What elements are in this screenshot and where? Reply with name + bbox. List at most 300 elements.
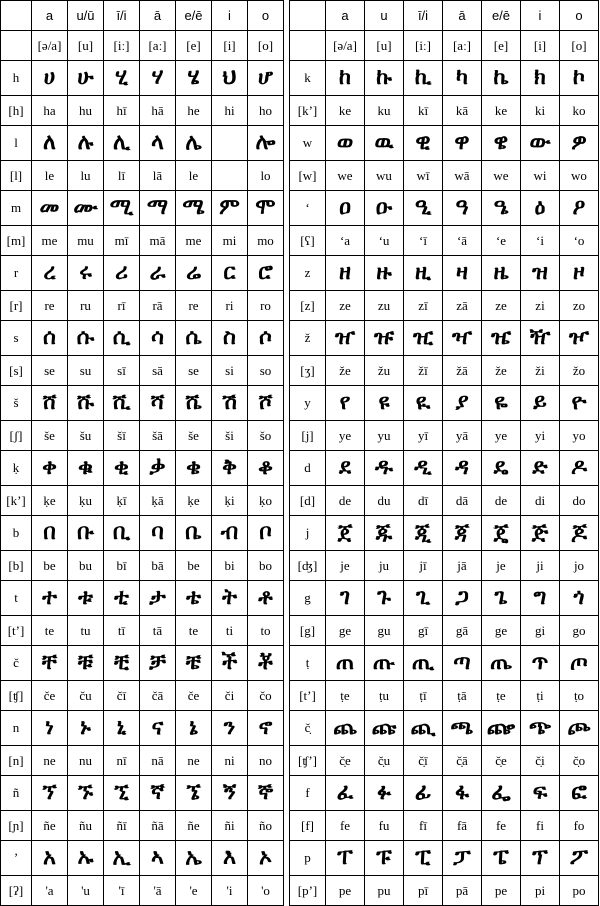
consonant-ipa: [l] — [1, 161, 32, 191]
syllable-transliteration: č̣e — [326, 746, 365, 776]
syllable-transliteration: hi — [212, 96, 248, 126]
syllable-glyph: ሞ — [248, 191, 284, 226]
syllable-row-glyphs — [290, 711, 599, 746]
syllable-row-translit — [290, 291, 599, 321]
syllable-glyph: ቀ — [32, 451, 68, 486]
syllable-row-translit — [290, 681, 599, 711]
syllable-glyph: ሻ — [140, 386, 176, 421]
syllable-transliteration: we — [326, 161, 365, 191]
ipa-header-1: [u] — [68, 31, 104, 61]
syllable-transliteration: tu — [68, 616, 104, 646]
syllable-glyph: ች — [212, 646, 248, 681]
right-table-body — [290, 1, 599, 906]
syllable-transliteration: jo — [560, 551, 599, 581]
syllable-glyph: ጪ — [404, 711, 443, 746]
syllable-glyph: ዕ — [521, 191, 560, 226]
syllable-transliteration: bi — [212, 551, 248, 581]
order-header-0: a — [32, 1, 68, 31]
syllable-transliteration: yī — [404, 421, 443, 451]
syllable-transliteration: ‘o — [560, 226, 599, 256]
syllable-row-translit — [1, 811, 284, 841]
syllable-transliteration: ṭā — [443, 681, 482, 711]
syllable-transliteration: ‘e — [482, 226, 521, 256]
syllable-glyph: ሩ — [68, 256, 104, 291]
syllable-transliteration: ṭī — [404, 681, 443, 711]
syllable-row-glyphs — [1, 711, 284, 746]
syllable-glyph: ሆ — [248, 61, 284, 96]
syllable-transliteration: lī — [104, 161, 140, 191]
syllable-glyph: ሬ — [176, 256, 212, 291]
syllable-transliteration: zā — [443, 291, 482, 321]
syllable-row-translit — [1, 486, 284, 516]
consonant-ipa: [ɲ] — [1, 811, 32, 841]
syllable-transliteration: že — [482, 356, 521, 386]
consonant-ipa: [t’] — [290, 681, 326, 711]
syllable-glyph: ዳ — [443, 451, 482, 486]
syllable-row-glyphs — [1, 776, 284, 811]
syllable-transliteration: gi — [521, 616, 560, 646]
consonant-ipa: [ʕ] — [290, 226, 326, 256]
syllable-transliteration: po — [560, 876, 599, 906]
corner-cell — [1, 31, 32, 61]
syllable-row-translit — [290, 616, 599, 646]
consonant-ipa: [t’] — [1, 616, 32, 646]
syllable-glyph: ዪ — [404, 386, 443, 421]
ipa-header-3: [aː] — [443, 31, 482, 61]
syllable-glyph: ሾ — [248, 386, 284, 421]
syllable-transliteration: dī — [404, 486, 443, 516]
syllable-transliteration: ge — [482, 616, 521, 646]
syllable-row-translit — [290, 226, 599, 256]
syllable-glyph: ዎ — [560, 126, 599, 161]
order-header-0: a — [326, 1, 365, 31]
syllable-glyph: ህ — [212, 61, 248, 96]
syllable-glyph: ጋ — [443, 581, 482, 616]
syllable-glyph: ዋ — [443, 126, 482, 161]
order-header-1: u — [365, 1, 404, 31]
syllable-glyph: ሽ — [212, 386, 248, 421]
syllable-transliteration: 'i — [212, 876, 248, 906]
header-row-orders — [290, 1, 599, 31]
syllable-glyph: ሜ — [176, 191, 212, 226]
syllable-glyph: ባ — [140, 516, 176, 551]
syllable-transliteration: ču — [68, 681, 104, 711]
syllable-glyph: ቺ — [104, 646, 140, 681]
syllable-transliteration: su — [68, 356, 104, 386]
consonant-ipa: [k’] — [1, 486, 32, 516]
syllable-glyph: ቦ — [248, 516, 284, 551]
syllable-row-glyphs — [290, 126, 599, 161]
syllable-transliteration: go — [560, 616, 599, 646]
corner-cell — [290, 31, 326, 61]
consonant-letter: z — [290, 256, 326, 291]
syllable-glyph: ዲ — [404, 451, 443, 486]
corner-cell — [1, 1, 32, 31]
syllable-transliteration: du — [365, 486, 404, 516]
syllable-transliteration: ro — [248, 291, 284, 321]
consonant-ipa: [z] — [290, 291, 326, 321]
consonant-ipa: [k’] — [290, 96, 326, 126]
syllable-glyph: ቢ — [104, 516, 140, 551]
syllable-transliteration: ‘a — [326, 226, 365, 256]
syllable-transliteration: rā — [140, 291, 176, 321]
syllable-row-glyphs — [1, 61, 284, 96]
syllable-transliteration: čā — [140, 681, 176, 711]
syllable-transliteration: žu — [365, 356, 404, 386]
order-header-6: o — [248, 1, 284, 31]
syllable-glyph: ሃ — [140, 61, 176, 96]
syllable-transliteration: ñu — [68, 811, 104, 841]
syllable-transliteration: nā — [140, 746, 176, 776]
syllable-transliteration: se — [32, 356, 68, 386]
order-header-5: i — [212, 1, 248, 31]
syllable-glyph: ዢ — [404, 321, 443, 356]
syllable-row-glyphs — [290, 191, 599, 226]
syllable-glyph: ፌ — [482, 776, 521, 811]
syllable-glyph: ዝ — [521, 256, 560, 291]
syllable-transliteration: yi — [521, 421, 560, 451]
syllable-transliteration: fe — [482, 811, 521, 841]
syllable-transliteration: ke — [482, 96, 521, 126]
syllable-transliteration: ñe — [176, 811, 212, 841]
syllable-transliteration: še — [176, 421, 212, 451]
syllable-transliteration: re — [32, 291, 68, 321]
syllable-glyph: ጡ — [365, 646, 404, 681]
syllable-glyph: መ — [32, 191, 68, 226]
syllable-transliteration: zi — [521, 291, 560, 321]
header-row-ipa — [290, 31, 599, 61]
syllable-transliteration: yu — [365, 421, 404, 451]
syllable-glyph: ዉ — [365, 126, 404, 161]
consonant-ipa: [g] — [290, 616, 326, 646]
syllable-row-translit — [290, 746, 599, 776]
consonant-letter: p — [290, 841, 326, 876]
syllable-glyph: ፕ — [521, 841, 560, 876]
syllable-transliteration: či — [212, 681, 248, 711]
syllable-transliteration: še — [32, 421, 68, 451]
consonant-letter: b — [1, 516, 32, 551]
syllable-transliteration: jā — [443, 551, 482, 581]
syllable-glyph: ፐ — [326, 841, 365, 876]
syllable-glyph: ሂ — [104, 61, 140, 96]
consonant-ipa: [r] — [1, 291, 32, 321]
syllable-glyph: ዩ — [365, 386, 404, 421]
syllable-transliteration: pe — [326, 876, 365, 906]
syllable-transliteration: žā — [443, 356, 482, 386]
syllable-transliteration: šī — [104, 421, 140, 451]
syllable-transliteration: mī — [104, 226, 140, 256]
syllable-transliteration: čo — [248, 681, 284, 711]
syllable-glyph: ቹ — [68, 646, 104, 681]
syllable-glyph: ዖ — [560, 191, 599, 226]
syllable-glyph: ኝ — [212, 776, 248, 811]
syllable-glyph: ነ — [32, 711, 68, 746]
syllable-glyph: ሎ — [248, 126, 284, 161]
syllable-row-translit — [290, 876, 599, 906]
syllable-row-glyphs — [290, 256, 599, 291]
syllable-glyph: ፑ — [365, 841, 404, 876]
syllable-glyph: ማ — [140, 191, 176, 226]
order-header-1: u/ū — [68, 1, 104, 31]
order-header-3: ā — [443, 1, 482, 31]
syllable-transliteration: mā — [140, 226, 176, 256]
syllable-glyph: ኦ — [248, 841, 284, 876]
syllable-transliteration: č̣e — [482, 746, 521, 776]
syllable-transliteration: nu — [68, 746, 104, 776]
syllable-transliteration: wi — [521, 161, 560, 191]
syllable-transliteration: mi — [212, 226, 248, 256]
syllable-row-glyphs — [290, 581, 599, 616]
syllable-transliteration: be — [32, 551, 68, 581]
syllable-transliteration: bā — [140, 551, 176, 581]
syllable-transliteration: ha — [32, 96, 68, 126]
syllable-glyph: ጬ — [482, 711, 521, 746]
syllable-glyph: ው — [521, 126, 560, 161]
syllable-transliteration: čī — [104, 681, 140, 711]
consonant-letter: ‘ — [290, 191, 326, 226]
ipa-header-0: [ə/a] — [326, 31, 365, 61]
syllable-glyph: ኤ — [176, 841, 212, 876]
syllable-glyph: ሰ — [32, 321, 68, 356]
syllable-row-glyphs — [290, 841, 599, 876]
syllable-glyph: ኑ — [68, 711, 104, 746]
order-header-4: e/ē — [482, 1, 521, 31]
syllable-glyph: ዐ — [326, 191, 365, 226]
syllable-glyph: ዛ — [443, 256, 482, 291]
syllable-transliteration: hā — [140, 96, 176, 126]
syllable-glyph: ር — [212, 256, 248, 291]
syllable-glyph: ቡ — [68, 516, 104, 551]
syllable-transliteration: ne — [176, 746, 212, 776]
consonant-ipa: [s] — [1, 356, 32, 386]
syllable-transliteration: do — [560, 486, 599, 516]
syllable-transliteration: ṭo — [560, 681, 599, 711]
syllable-transliteration: jī — [404, 551, 443, 581]
syllable-transliteration: ‘ī — [404, 226, 443, 256]
syllable-glyph: ረ — [32, 256, 68, 291]
syllable-glyph: ዥ — [521, 321, 560, 356]
syllable-glyph: ይ — [521, 386, 560, 421]
syllable-transliteration: šo — [248, 421, 284, 451]
syllable-glyph: ለ — [32, 126, 68, 161]
consonant-letter: s — [1, 321, 32, 356]
syllable-transliteration: 'ī — [104, 876, 140, 906]
consonant-ipa: [ʧ’] — [290, 746, 326, 776]
syllable-glyph: ያ — [443, 386, 482, 421]
syllable-glyph: ጠ — [326, 646, 365, 681]
syllable-glyph: ቻ — [140, 646, 176, 681]
right-syllabary-table — [289, 0, 599, 906]
syllable-transliteration: tī — [104, 616, 140, 646]
syllable-glyph: ጀ — [326, 516, 365, 551]
syllable-transliteration: ki — [521, 96, 560, 126]
consonant-letter: g — [290, 581, 326, 616]
syllable-transliteration: ji — [521, 551, 560, 581]
syllable-transliteration: wo — [560, 161, 599, 191]
syllable-row-glyphs — [290, 386, 599, 421]
syllable-transliteration: wu — [365, 161, 404, 191]
syllable-transliteration: je — [482, 551, 521, 581]
consonant-ipa: [p’] — [290, 876, 326, 906]
syllable-glyph: ጄ — [482, 516, 521, 551]
syllable-glyph: ቸ — [32, 646, 68, 681]
syllable-glyph: ዡ — [365, 321, 404, 356]
syllable-transliteration: č̣u — [365, 746, 404, 776]
syllable-row-glyphs — [290, 516, 599, 551]
syllable-glyph: ኡ — [68, 841, 104, 876]
consonant-ipa: [ʧ] — [1, 681, 32, 711]
syllable-glyph: ዘ — [326, 256, 365, 291]
syllable-transliteration: bu — [68, 551, 104, 581]
syllable-transliteration: žī — [404, 356, 443, 386]
syllable-transliteration: fu — [365, 811, 404, 841]
consonant-ipa: [ʤ] — [290, 551, 326, 581]
syllable-glyph: ኖ — [248, 711, 284, 746]
syllable-row-glyphs — [1, 191, 284, 226]
consonant-letter: h — [1, 61, 32, 96]
ipa-header-6: [o] — [560, 31, 599, 61]
consonant-letter: č̣ — [290, 711, 326, 746]
syllable-glyph: ዚ — [404, 256, 443, 291]
ipa-header-5: [i] — [212, 31, 248, 61]
syllable-transliteration: 'o — [248, 876, 284, 906]
order-header-3: ā — [140, 1, 176, 31]
syllable-glyph: ዱ — [365, 451, 404, 486]
ipa-header-0: [ə/a] — [32, 31, 68, 61]
syllable-transliteration: ju — [365, 551, 404, 581]
syllable-transliteration: mo — [248, 226, 284, 256]
syllable-transliteration: pe — [482, 876, 521, 906]
syllable-transliteration: ño — [248, 811, 284, 841]
syllable-glyph: ጅ — [521, 516, 560, 551]
syllable-transliteration: mu — [68, 226, 104, 256]
syllable-row-glyphs — [290, 321, 599, 356]
syllable-glyph: ቅ — [212, 451, 248, 486]
syllable-transliteration: ḳe — [32, 486, 68, 516]
syllable-glyph: ቾ — [248, 646, 284, 681]
syllable-transliteration: no — [248, 746, 284, 776]
syllable-glyph: ካ — [443, 61, 482, 96]
syllable-glyph: ዌ — [482, 126, 521, 161]
syllable-glyph: ራ — [140, 256, 176, 291]
syllable-transliteration: ge — [326, 616, 365, 646]
syllable-transliteration: ze — [326, 291, 365, 321]
syllable-glyph: ቱ — [68, 581, 104, 616]
syllable-transliteration: bo — [248, 551, 284, 581]
syllable-row-translit — [290, 486, 599, 516]
syllable-transliteration: če — [32, 681, 68, 711]
consonant-ipa: [m] — [1, 226, 32, 256]
syllable-glyph: ኙ — [68, 776, 104, 811]
syllable-glyph: ክ — [521, 61, 560, 96]
syllable-transliteration: gu — [365, 616, 404, 646]
syllable-transliteration: ḳī — [104, 486, 140, 516]
syllable-glyph: ሺ — [104, 386, 140, 421]
syllable-glyph: ጎ — [560, 581, 599, 616]
syllable-glyph: ና — [140, 711, 176, 746]
consonant-ipa: [b] — [1, 551, 32, 581]
syllable-glyph: ፓ — [443, 841, 482, 876]
consonant-letter: ḳ — [1, 451, 32, 486]
syllable-transliteration: hu — [68, 96, 104, 126]
syllable-transliteration: ye — [326, 421, 365, 451]
syllable-transliteration: we — [482, 161, 521, 191]
syllable-glyph: ፖ — [560, 841, 599, 876]
syllable-transliteration: ñā — [140, 811, 176, 841]
syllable-row-translit — [1, 551, 284, 581]
syllable-glyph — [212, 126, 248, 161]
syllable-glyph: ጩ — [365, 711, 404, 746]
consonant-letter: l — [1, 126, 32, 161]
syllable-glyph: ጦ — [560, 646, 599, 681]
syllable-row-glyphs — [1, 321, 284, 356]
consonant-letter: t — [1, 581, 32, 616]
syllable-row-glyphs — [290, 646, 599, 681]
syllable-glyph: ዒ — [404, 191, 443, 226]
syllable-transliteration: ne — [32, 746, 68, 776]
syllable-glyph: ኘ — [32, 776, 68, 811]
syllable-glyph: የ — [326, 386, 365, 421]
syllable-glyph: ቤ — [176, 516, 212, 551]
syllable-glyph: እ — [212, 841, 248, 876]
syllable-glyph: ፈ — [326, 776, 365, 811]
syllable-row-translit — [1, 161, 284, 191]
syllable-glyph: ጂ — [404, 516, 443, 551]
syllable-transliteration: ‘ā — [443, 226, 482, 256]
syllable-row-translit — [290, 161, 599, 191]
syllable-glyph: ሪ — [104, 256, 140, 291]
syllable-transliteration: č̣ī — [404, 746, 443, 776]
syllable-transliteration: zo — [560, 291, 599, 321]
syllable-glyph: ኛ — [140, 776, 176, 811]
syllable-glyph: ዠ — [326, 321, 365, 356]
syllable-glyph: ጣ — [443, 646, 482, 681]
syllable-transliteration: že — [326, 356, 365, 386]
syllable-row-glyphs — [290, 451, 599, 486]
syllable-transliteration: lo — [248, 161, 284, 191]
syllable-glyph: ሼ — [176, 386, 212, 421]
consonant-letter: y — [290, 386, 326, 421]
syllable-glyph: ዞ — [560, 256, 599, 291]
syllable-transliteration: lā — [140, 161, 176, 191]
syllable-glyph: ሸ — [32, 386, 68, 421]
syllable-glyph: ጢ — [404, 646, 443, 681]
syllable-transliteration: pi — [521, 876, 560, 906]
order-header-4: e/ē — [176, 1, 212, 31]
left-table-body — [1, 1, 284, 906]
syllable-glyph: ም — [212, 191, 248, 226]
syllable-glyph: ድ — [521, 451, 560, 486]
syllable-glyph: ዔ — [482, 191, 521, 226]
syllable-glyph: ኒ — [104, 711, 140, 746]
consonant-ipa: [w] — [290, 161, 326, 191]
consonant-letter: š — [1, 386, 32, 421]
syllable-glyph: ጁ — [365, 516, 404, 551]
syllable-transliteration: pī — [404, 876, 443, 906]
syllable-glyph: ጃ — [443, 516, 482, 551]
syllable-glyph: ሊ — [104, 126, 140, 161]
syllable-transliteration: fe — [326, 811, 365, 841]
syllable-transliteration: ri — [212, 291, 248, 321]
syllable-glyph: ቴ — [176, 581, 212, 616]
syllable-glyph: ብ — [212, 516, 248, 551]
ipa-header-3: [aː] — [140, 31, 176, 61]
syllable-row-translit — [290, 96, 599, 126]
syllable-glyph: ደ — [326, 451, 365, 486]
syllable-glyph: ሳ — [140, 321, 176, 356]
syllable-glyph: ጮ — [560, 711, 599, 746]
syllable-glyph: ኞ — [248, 776, 284, 811]
